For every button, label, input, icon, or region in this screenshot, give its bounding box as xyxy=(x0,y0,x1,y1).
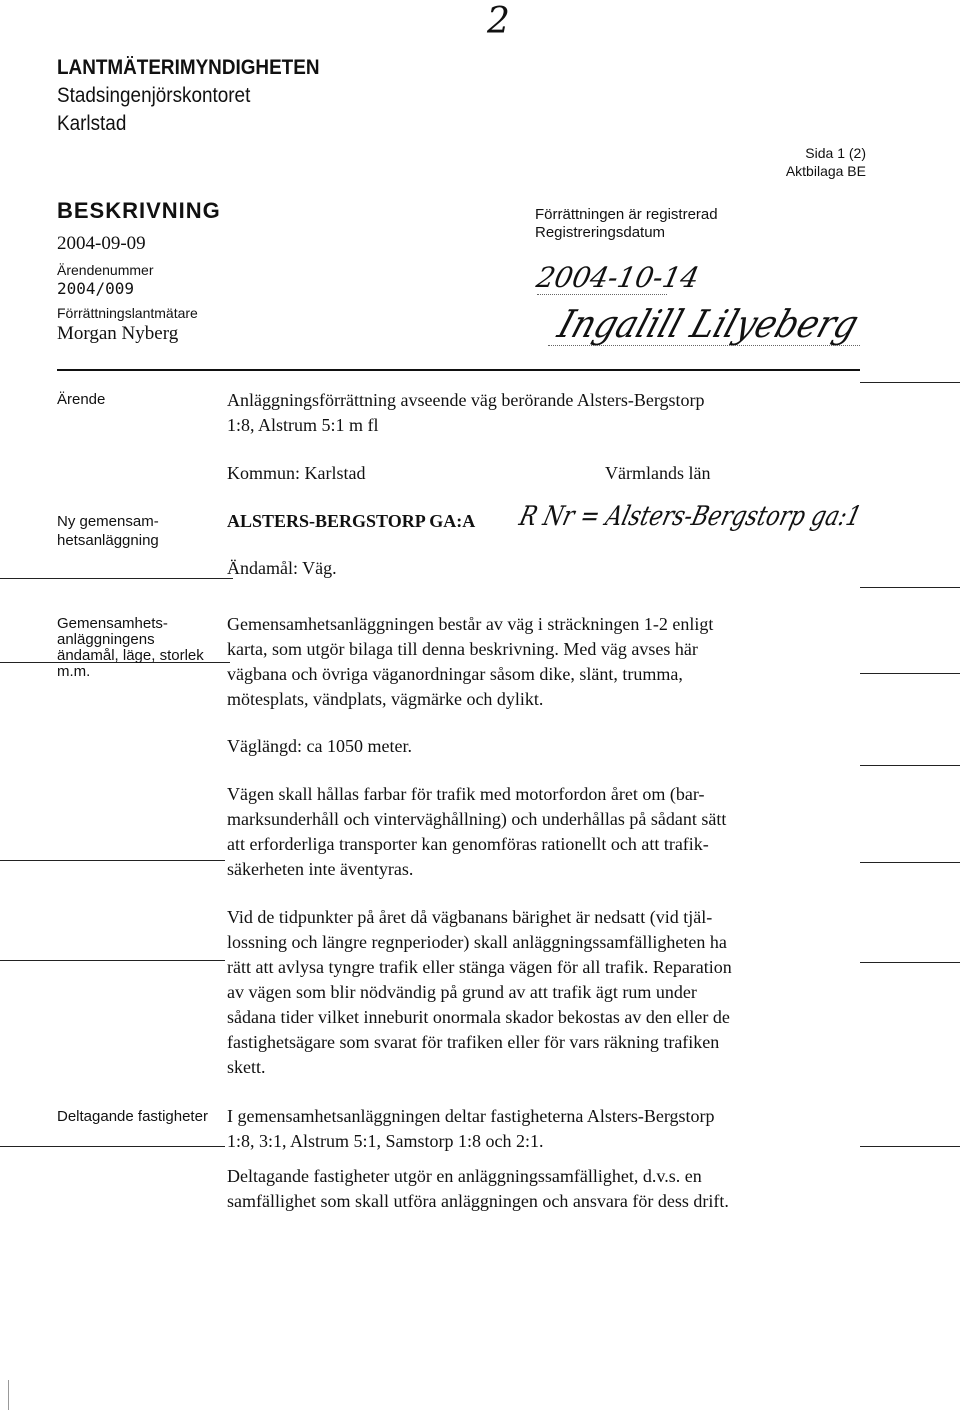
signature-handwritten: Ingalill Lilyeberg xyxy=(552,302,865,346)
text-line: att erforderliga transporter kan genomföras rationellt och att trafik- xyxy=(227,834,709,854)
beskrivning-p2: Väglängd: ca 1050 meter. xyxy=(227,736,412,756)
rule-right-5 xyxy=(860,962,960,963)
arende-line: Anläggningsförrättning avseende väg berörande Alsters-Bergstorp xyxy=(227,390,705,410)
rule-right-header xyxy=(860,382,960,383)
ga-label-line: hetsanläggning xyxy=(57,532,159,549)
beskrivning-p1 xyxy=(227,612,713,712)
lan: Värmlands län xyxy=(605,463,711,483)
doc-date: 2004-09-09 xyxy=(57,233,146,254)
arende-text xyxy=(227,388,705,438)
aktbilaga: Aktbilaga BE xyxy=(785,163,866,179)
beskrivning-p3 xyxy=(227,782,726,882)
beskrivning-label xyxy=(57,616,204,680)
signature-line xyxy=(548,345,860,346)
registration-date-handwritten: 2004-10-14 xyxy=(533,261,703,294)
deltagande-label: Deltagande fastigheter xyxy=(57,1108,208,1125)
page-info xyxy=(760,144,866,180)
lantmatare-name: Morgan Nyberg xyxy=(57,323,179,344)
text-line: av vägen som blir nödvändig på grund av att trafik ägt rum under xyxy=(227,982,697,1002)
scan-edge-mark xyxy=(8,1380,9,1410)
beskrivning-label-line: ändamål, läge, storlek xyxy=(57,647,204,664)
org-block xyxy=(57,55,349,138)
rule-right-6 xyxy=(860,1146,960,1147)
text-line: rätt att avlysa tyngre trafik eller stänga vägen för all trafik. Reparation xyxy=(227,957,732,977)
beskrivning-p4 xyxy=(227,905,732,1080)
text-line: samfällighet som skall utföra anläggningen och ansvara för dess drift. xyxy=(227,1191,729,1211)
text-line: lossning och längre regnperioder) skall anläggningssamfälligheten ha xyxy=(227,932,727,952)
beskrivning-label-line: anläggningens xyxy=(57,631,155,648)
rule-right-1 xyxy=(860,587,960,588)
text-line: skett. xyxy=(227,1057,266,1077)
header-rule xyxy=(57,369,860,371)
ga-label xyxy=(57,512,159,550)
rule-left-5 xyxy=(0,1146,225,1147)
text-line: Vägen skall hållas farbar för trafik med motorfordon året om (bar- xyxy=(227,784,705,804)
ga-label-line: Ny gemensam- xyxy=(57,513,159,530)
text-line: Deltagande fastigheter utgör en anläggningssamfällighet, d.v.s. en xyxy=(227,1166,702,1186)
org-office: Stadsingenjörskontoret xyxy=(57,84,251,107)
text-line: sådana tider vilket inneburit onormala skador bekostas av den eller de xyxy=(227,1007,730,1027)
text-line: karta, som utgör bilaga till denna beskrivning. Med väg avses här xyxy=(227,639,698,659)
org-city: Karlstad xyxy=(57,112,127,135)
rule-right-2 xyxy=(860,673,960,674)
page-number-handwritten: 2 xyxy=(487,1,510,42)
deltagande-p2 xyxy=(227,1164,729,1214)
text-line: marksunderhåll och vinterväghållning) och underhållas på sådant sätt xyxy=(227,809,727,829)
rule-left-4 xyxy=(0,960,225,961)
text-line: I gemensamhetsanläggningen deltar fastigheterna Alsters-Bergstorp xyxy=(227,1106,715,1126)
arende-label: Ärende xyxy=(57,391,106,408)
deltagande-p1 xyxy=(227,1104,715,1154)
text-line: fastighetsägare som svarat för trafiken eller för vars räkning trafiken xyxy=(227,1032,720,1052)
registration-block xyxy=(535,206,718,242)
arende-line: 1:8, Alstrum 5:1 m fl xyxy=(227,415,379,435)
text-line: 1:8, 3:1, Alstrum 5:1, Samstorp 1:8 och 2:1. xyxy=(227,1131,544,1151)
lantmatare-label: Förrättningslantmätare xyxy=(57,305,198,321)
text-line: säkerheten inte äventyras. xyxy=(227,859,414,879)
rule-right-3 xyxy=(860,765,960,766)
ga-andamal: Ändamål: Väg. xyxy=(227,558,337,578)
ga-name: ALSTERS-BERGSTORP GA:A xyxy=(227,511,476,531)
doc-title: BESKRIVNING xyxy=(57,198,221,223)
arendenummer-label: Ärendenummer xyxy=(57,262,154,278)
ga-handwritten-note: R Nr = Alsters-Bergstorp ga:1 xyxy=(516,501,865,532)
page-count: Sida 1 (2) xyxy=(805,145,866,161)
kommun: Kommun: Karlstad xyxy=(227,463,366,483)
doc-info xyxy=(57,198,221,346)
registration-line1: Förrättningen är registrerad xyxy=(535,206,718,223)
registration-date-line xyxy=(537,294,667,295)
rule-left-1 xyxy=(0,578,233,579)
beskrivning-label-line: m.m. xyxy=(57,663,91,680)
text-line: vägbana och övriga väganordningar såsom dike, slänt, trumma, xyxy=(227,664,683,684)
registration-line2: Registreringsdatum xyxy=(535,224,666,241)
text-line: mötesplats, vändplats, vägmärke och dylikt. xyxy=(227,689,544,709)
text-line: Vid de tidpunkter på året då vägbanans bärighet är nedsatt (vid tjäl- xyxy=(227,907,713,927)
beskrivning-label-line: Gemensamhets- xyxy=(57,615,168,632)
arendenummer-value: 2004/009 xyxy=(57,279,135,298)
text-line: Gemensamhetsanläggningen består av väg i sträckningen 1-2 enligt xyxy=(227,614,714,634)
rule-right-4 xyxy=(860,862,960,863)
rule-left-3 xyxy=(0,860,225,861)
org-name: LANTMÄTERIMYNDIGHETEN xyxy=(57,56,320,79)
